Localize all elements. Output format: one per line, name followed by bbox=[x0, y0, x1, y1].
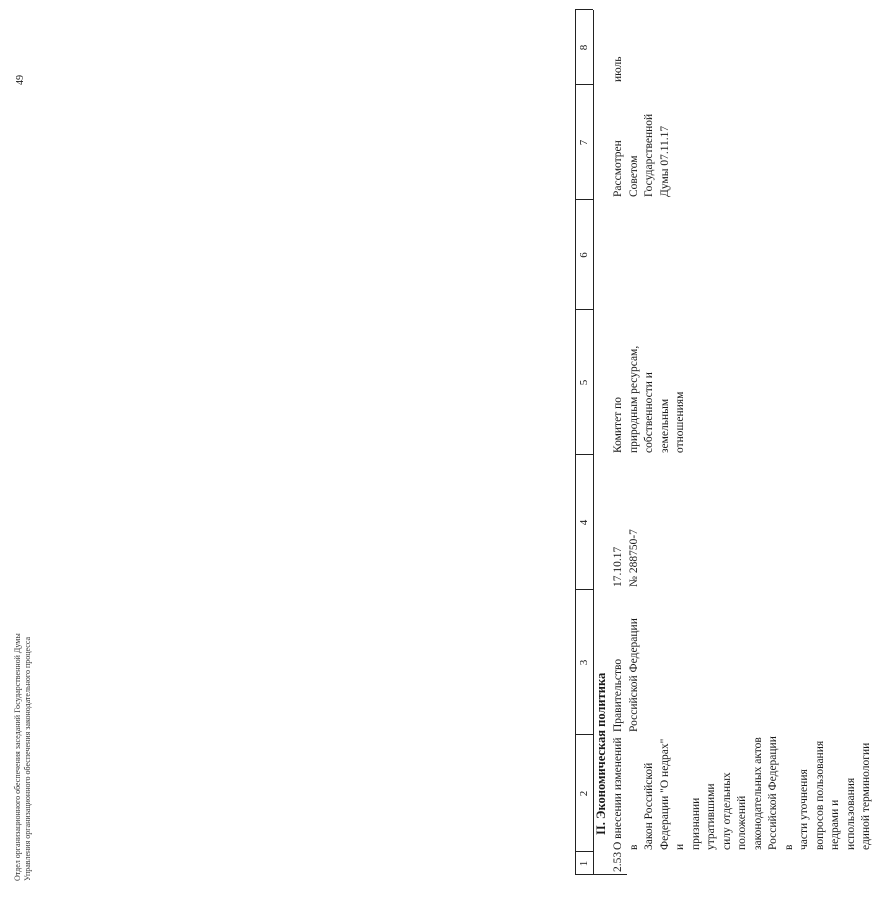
row-number: 2.53 bbox=[612, 851, 624, 872]
column-number: 5 bbox=[578, 379, 590, 386]
bill-initiator: Правительство Российской Федерации bbox=[612, 618, 640, 732]
review-status: Рассмотрен Советом Государственной Думы 07.11.17 bbox=[612, 113, 671, 197]
responsible-committee: Комитет по природным ресурсам, собственности и земельным отношениям bbox=[612, 345, 686, 453]
bill-title: О внесении изменений в Закон Российской Федерации "О недрах" и признании утратившими силу отдельных положений законодательных актов Российской Федерации в части уточнения вопросов пользования недрами и использования единой терминологии bbox=[612, 736, 872, 850]
column-number: 3 bbox=[578, 659, 590, 666]
column-number: 6 bbox=[578, 252, 590, 258]
column-number: 4 bbox=[578, 519, 590, 526]
column-number: 8 bbox=[578, 44, 590, 51]
column-number: 2 bbox=[578, 790, 590, 797]
section-title: II. Экономическая политика bbox=[594, 672, 608, 835]
footer-department: Отдел организационного обеспечения заседаний Государственной Думы Управления организационного обеспечения законодательного процесса bbox=[13, 633, 32, 881]
registration-info: 17.10.17 № 288750-7 bbox=[612, 529, 640, 587]
scheduled-month: июль bbox=[612, 56, 624, 82]
page-number: 49 bbox=[15, 75, 26, 85]
column-number: 1 bbox=[578, 860, 590, 867]
column-number: 7 bbox=[578, 139, 590, 146]
